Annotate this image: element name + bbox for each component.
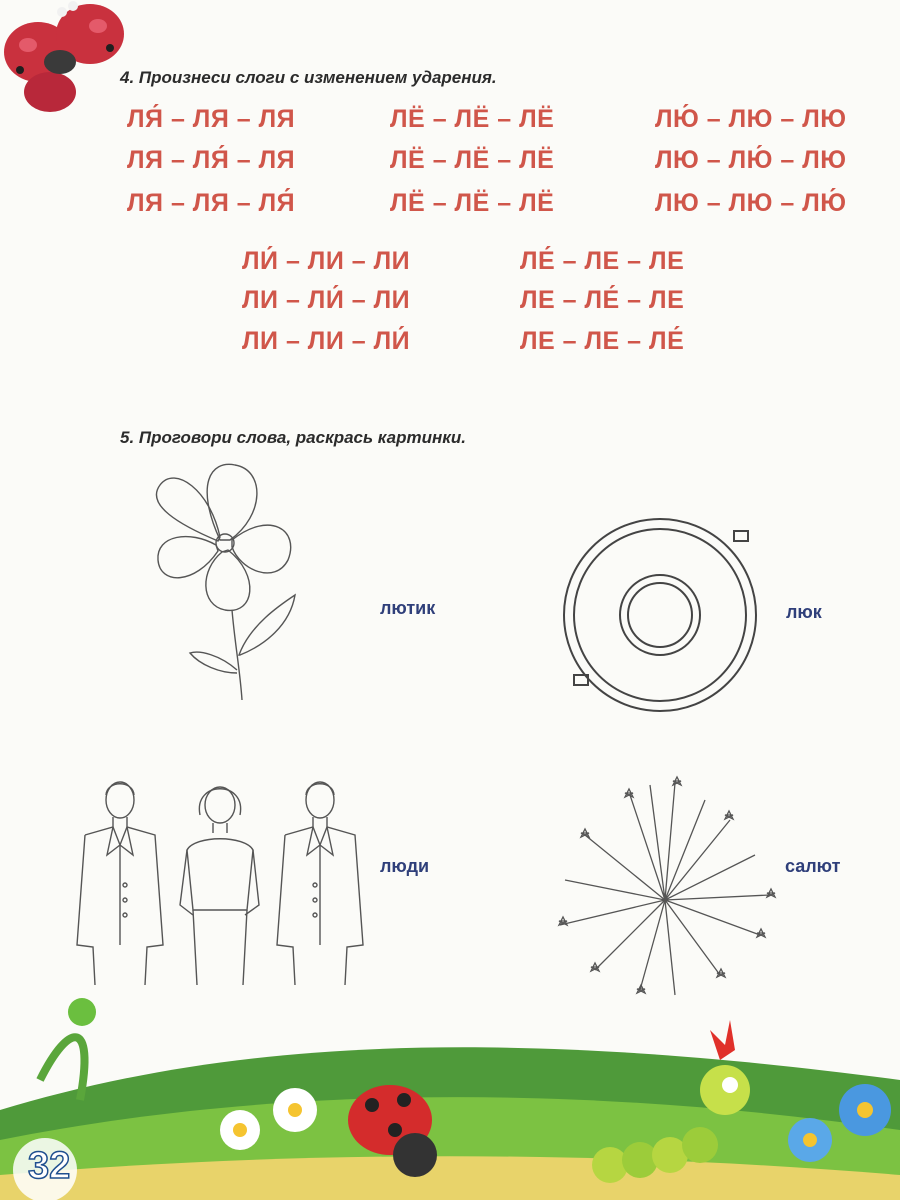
word-lyudi: люди [380,856,430,876]
ladybug-decoration-icon [0,0,140,120]
syllable-row: ЛЕ – ЛЕ́ – ЛЕ [520,286,685,314]
syllable-row: ЛЁ – ЛЁ – ЛЁ [390,105,555,133]
people-picture [75,775,380,985]
hatch-picture [560,515,760,715]
syllable-row: ЛЯ́ – ЛЯ – ЛЯ [127,105,296,133]
syllable-row: ЛЁ – ЛЁ – ЛЁ [390,189,555,217]
syllable-row: ЛЯ – ЛЯ́ – ЛЯ [127,146,296,174]
syllable-row: ЛИ́ – ЛИ – ЛИ [242,247,411,275]
page-number: 32 [28,1145,71,1187]
syllable-row: ЛЮ – ЛЮ́ – ЛЮ [655,146,847,174]
task4-title: 4. Произнеси слоги с изменением ударения. [120,68,497,87]
syllable-row: ЛЕ – ЛЕ – ЛЕ́ [520,327,685,355]
syllable-row: ЛЮ́ – ЛЮ – ЛЮ [655,105,847,133]
syllable-row: ЛЁ – ЛЁ – ЛЁ [390,146,555,174]
task5-title: 5. Проговори слова, раскрась картинки. [120,428,466,447]
grasshopper-icon [40,998,96,1100]
syllable-row: ЛЕ́ – ЛЕ – ЛЕ [520,247,685,275]
syllable-row: ЛИ – ЛИ – ЛИ́ [242,327,411,355]
word-lyutik: лютик [380,598,436,618]
syllable-row: ЛИ – ЛИ́ – ЛИ [242,286,411,314]
meadow-decoration [0,960,900,1200]
syllable-row: ЛЯ – ЛЯ – ЛЯ́ [127,189,296,217]
word-lyuk: люк [786,602,822,622]
flower-picture [140,455,300,705]
word-salyut: салют [785,856,841,876]
syllable-row: ЛЮ – ЛЮ – ЛЮ́ [655,189,847,217]
